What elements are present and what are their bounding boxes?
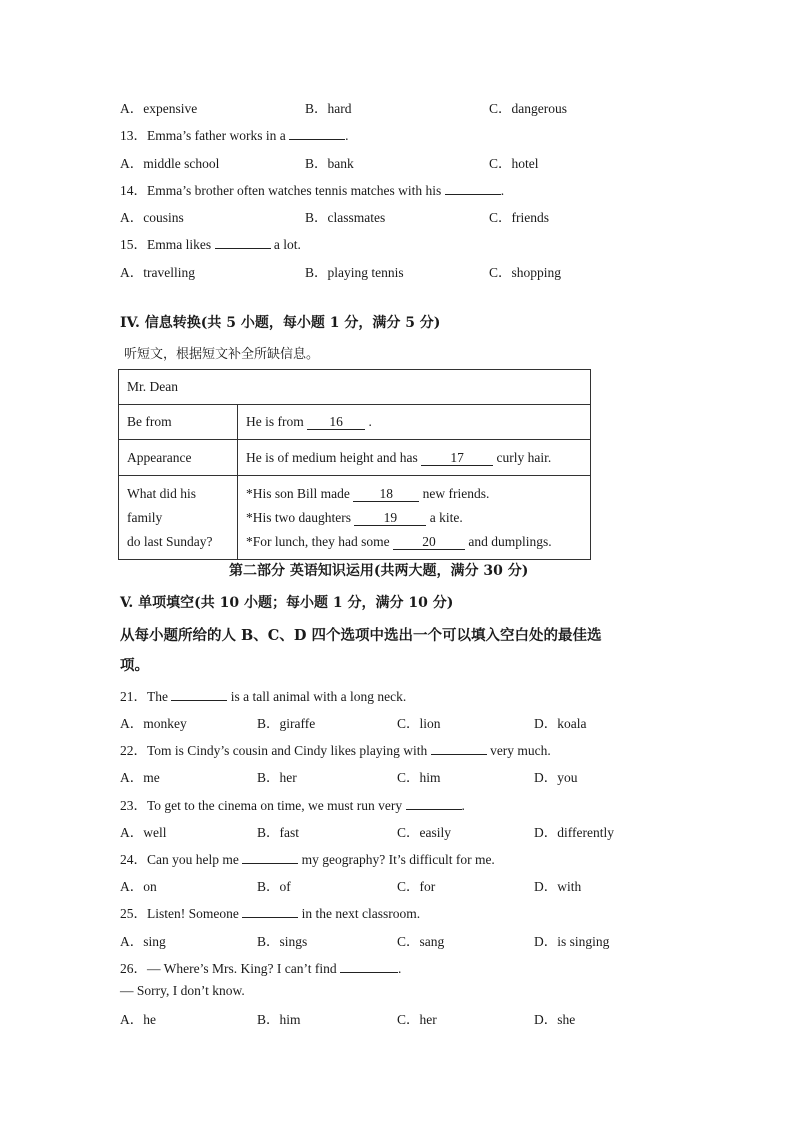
option-a: A．me — [120, 770, 160, 785]
row-content: *His son Bill made 18 new friends. *His two daughters 19 a kite. *For lunch, they had some 20 and dumplings. — [238, 476, 591, 560]
option-b: B．of — [257, 879, 291, 894]
question-26-reply: — Sorry, I don’t know. — [120, 983, 245, 998]
option-a: A．expensive — [120, 101, 198, 116]
section-4-heading: IV. 信息转换(共 5 小题，每小题 1 分，满分 5 分) — [120, 315, 441, 331]
option-a: A．travelling — [120, 265, 195, 280]
question-stem-end: . — [397, 961, 402, 976]
question-26 — [120, 957, 401, 977]
answer-blank[interactable] — [340, 959, 398, 973]
option-c: C．easily — [397, 825, 451, 840]
question-13 — [120, 124, 348, 144]
option-b: B．bank — [305, 156, 354, 171]
question-22 — [120, 739, 551, 759]
row-label: Be from — [119, 405, 238, 440]
option-b: B．hard — [305, 101, 352, 116]
option-c: C．friends — [489, 210, 549, 225]
question-stem: 22．Tom is Cindy’s cousin and Cindy likes playing with — [120, 743, 431, 758]
section-5-instruction-line-1: 从每小题所给的人 B、C、D 四个选项中选出一个可以填入空白处的最佳选 — [120, 627, 602, 644]
option-a: A．on — [120, 879, 157, 894]
question-stem-end: a lot. — [270, 237, 301, 252]
option-b: B．giraffe — [257, 716, 316, 731]
option-b: B．sings — [257, 934, 308, 949]
option-c: C．sang — [397, 934, 445, 949]
option-d: D．with — [534, 879, 582, 894]
section-5-heading: V. 单项填空(共 10 小题；每小题 1 分，满分 10 分) — [120, 595, 454, 611]
answer-blank-16[interactable]: 16 — [307, 415, 365, 430]
question-25 — [120, 902, 420, 922]
answer-blank-19[interactable]: 19 — [354, 511, 426, 526]
table-row — [119, 440, 591, 476]
question-stem-end: . — [500, 183, 505, 198]
table-title: Mr. Dean — [119, 370, 591, 405]
row-label: What did his family do last Sunday? — [119, 476, 238, 560]
option-d: D．differently — [534, 825, 614, 840]
option-b: B．him — [257, 1012, 301, 1027]
option-d: D．you — [534, 770, 578, 785]
answer-blank[interactable] — [431, 741, 487, 755]
option-a: A．sing — [120, 934, 166, 949]
question-24 — [120, 848, 495, 868]
question-stem: 25．Listen! Someone — [120, 906, 243, 921]
question-15 — [120, 233, 301, 253]
option-c: C．dangerous — [489, 101, 567, 116]
question-stem-end: is a tall animal with a long neck. — [227, 689, 407, 704]
answer-blank[interactable] — [289, 126, 345, 140]
option-a: A．middle school — [120, 156, 220, 171]
row-content: He is from 16 . — [238, 405, 591, 440]
question-stem-end: very much. — [486, 743, 551, 758]
question-stem: 14．Emma’s brother often watches tennis matches with his — [120, 183, 445, 198]
option-c: C．hotel — [489, 156, 539, 171]
option-b: B．classmates — [305, 210, 386, 225]
answer-blank[interactable] — [215, 235, 271, 249]
question-stem-end: . — [461, 798, 465, 813]
question-stem: 21．The — [120, 689, 172, 704]
table-row — [119, 476, 591, 560]
question-14 — [120, 179, 504, 199]
option-a: A．cousins — [120, 210, 184, 225]
answer-blank[interactable] — [171, 687, 227, 701]
info-table — [118, 369, 591, 560]
row-label: Appearance — [119, 440, 238, 476]
answer-blank-17[interactable]: 17 — [421, 451, 493, 466]
section-5-instruction-line-2: 项。 — [120, 657, 149, 674]
option-d: D．she — [534, 1012, 576, 1027]
section-4-instruction: 听短文，根据短文补全所缺信息。 — [124, 347, 320, 362]
question-stem-end: in the next classroom. — [298, 906, 421, 921]
answer-blank[interactable] — [406, 796, 462, 810]
option-d: D．koala — [534, 716, 587, 731]
answer-blank[interactable] — [242, 850, 298, 864]
answer-blank[interactable] — [242, 904, 298, 918]
option-b: B．playing tennis — [305, 265, 404, 280]
table-row — [119, 405, 591, 440]
option-c: C．her — [397, 1012, 437, 1027]
question-stem: 15．Emma likes — [120, 237, 215, 252]
option-c: C．lion — [397, 716, 441, 731]
question-stem-end: . — [345, 128, 349, 143]
option-c: C．for — [397, 879, 436, 894]
question-stem: 26．— Where’s Mrs. King? I can’t find — [120, 961, 340, 976]
part-2-heading: 第二部分 英语知识运用(共两大题，满分 30 分) — [229, 563, 529, 579]
answer-blank-18[interactable]: 18 — [353, 487, 419, 502]
question-stem: 23．To get to the cinema on time, we must run very — [120, 798, 406, 813]
answer-blank[interactable] — [445, 181, 501, 195]
option-a: A．monkey — [120, 716, 187, 731]
question-stem-end: my geography? It’s difficult for me. — [298, 852, 495, 867]
row-content: He is of medium height and has 17 curly hair. — [238, 440, 591, 476]
question-stem: 24．Can you help me — [120, 852, 243, 867]
question-stem: 13．Emma’s father works in a — [120, 128, 290, 143]
answer-blank-20[interactable]: 20 — [393, 535, 465, 550]
option-b: B．fast — [257, 825, 299, 840]
option-d: D．is singing — [534, 934, 610, 949]
option-b: B．her — [257, 770, 297, 785]
option-c: C．shopping — [489, 265, 562, 280]
option-c: C．him — [397, 770, 441, 785]
question-21 — [120, 685, 406, 705]
option-a: A．he — [120, 1012, 156, 1027]
question-23 — [120, 794, 465, 814]
option-a: A．well — [120, 825, 167, 840]
